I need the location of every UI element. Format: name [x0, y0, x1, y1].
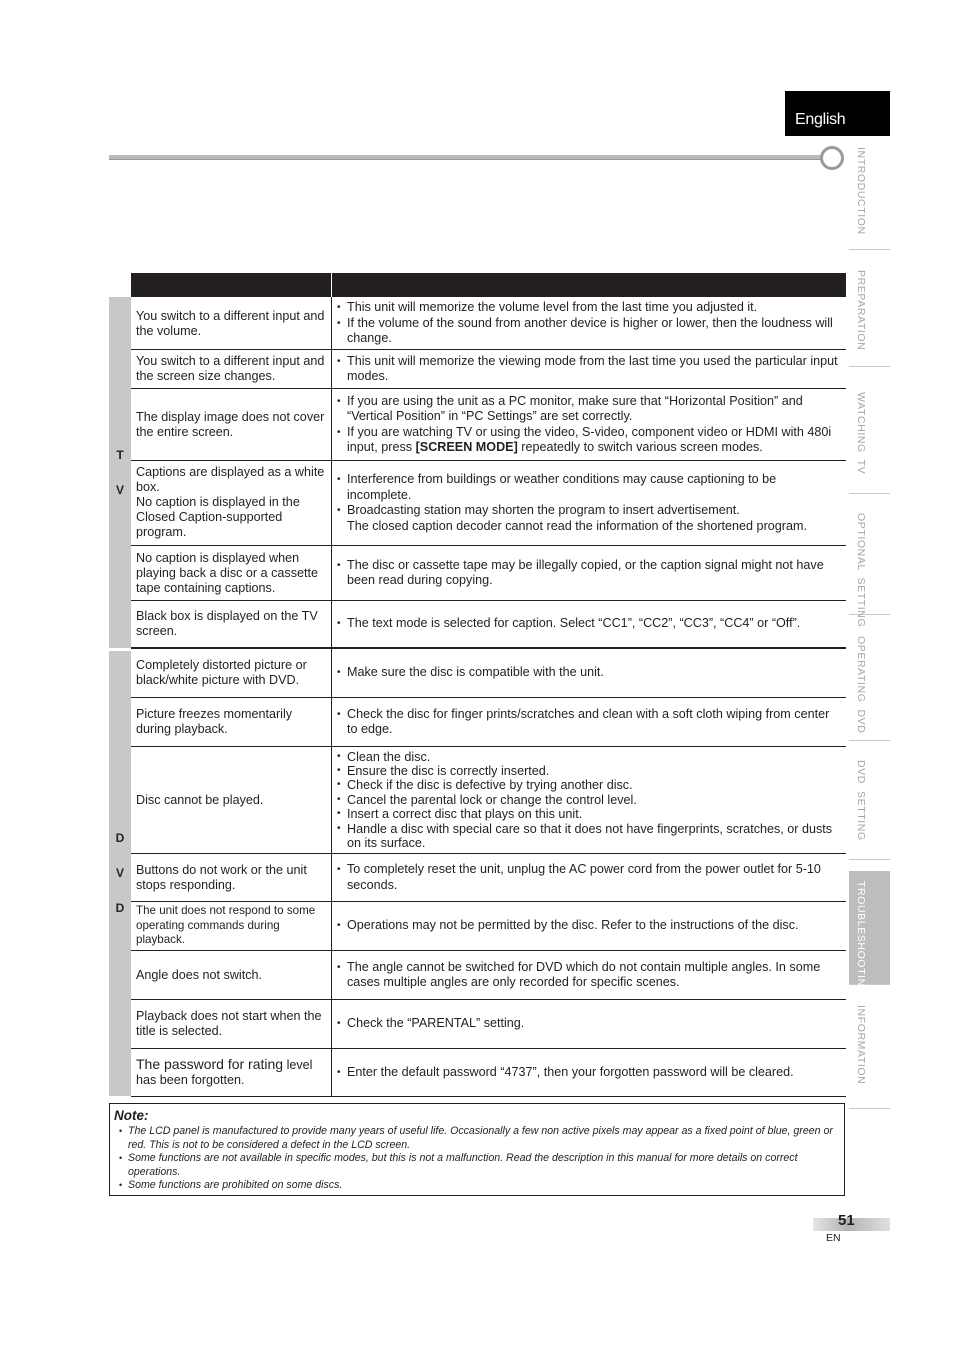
language-tab[interactable]: English [785, 91, 890, 136]
category-letter: D [115, 831, 125, 845]
table-row-remedy [336, 1049, 839, 1096]
symptom-text: The unit does not respond to some operating commands during playback. [136, 904, 316, 947]
page-locale: EN [826, 1232, 841, 1244]
table-row-symptom [136, 298, 328, 349]
side-tab-operating-dvd[interactable] [849, 626, 890, 741]
symptom-text: The display image does not cover the entire screen. [136, 409, 325, 439]
remedy-item: • Check the disc for finger prints/scratches and clean with a soft cloth wiping from center to edge. [336, 707, 839, 738]
table-row-symptom [136, 854, 328, 901]
note-title: Note: [114, 1108, 149, 1123]
table-row-remedy [336, 546, 839, 600]
column-header-remedy: Remedy [331, 273, 846, 297]
table-row-symptom [136, 951, 328, 999]
table-row-symptom [136, 389, 328, 460]
table-row-symptom [136, 601, 328, 647]
remedy-item: • Interference from buildings or weather conditions may cause captioning to be incomplete. [336, 472, 839, 503]
note-item: • The LCD panel is manufactured to provide many years of useful life. Occasionally a few non active pixels may appear as a fixed point of blue, green or red. This is not to be considered a defect in the LCD screen. [114, 1125, 844, 1152]
side-tab-watching-tv[interactable] [849, 382, 890, 494]
rule-end-ring [820, 146, 844, 170]
symptom-text: Buttons do not work or the unit stops responding. [136, 862, 307, 892]
remedy-item: • Operations may not be permitted by the disc. Refer to the instructions of the disc. [336, 918, 839, 934]
side-tab-label: OPERATING DVD [855, 636, 867, 734]
side-tab-preparation[interactable] [849, 260, 890, 367]
remedy-item: • This unit will memorize the viewing mode from the last time you used the particular input modes. [336, 354, 839, 385]
table-row-remedy [336, 461, 839, 545]
remedy-text: repeatedly to switch various screen modes. [517, 440, 763, 454]
side-tab-label: DVD SETTING [855, 760, 867, 841]
side-tab-optional-setting[interactable] [849, 503, 890, 628]
table-row-remedy [336, 649, 839, 697]
remedy-item: • Insert a correct disc that plays on this unit. [336, 807, 839, 821]
symptom-text-lead: The password for rating [136, 1056, 284, 1072]
note-box [109, 1103, 845, 1196]
symptom-text: Playback does not start when the title is selected. [136, 1009, 322, 1038]
side-tab-label: TROUBLESHOOTING [855, 881, 867, 996]
category-letter: D [115, 901, 125, 915]
note-list [114, 1125, 844, 1193]
page-number: 51 [838, 1212, 855, 1229]
side-tab-information[interactable] [849, 995, 890, 1109]
remedy-item [336, 425, 839, 456]
top-rule [109, 155, 821, 160]
side-tab-label: OPTIONAL SETTING [855, 513, 867, 628]
table-row-remedy [336, 1000, 839, 1048]
remedy-item: • To completely reset the unit, unplug the AC power cord from the power outlet for 5-10 seconds. [336, 862, 839, 893]
symptom-text [136, 1057, 328, 1088]
symptom-text: No caption is displayed in the Closed Caption-supported program. [136, 495, 300, 539]
remedy-item: • If you are using the unit as a PC monitor, make sure that “Horizontal Position” and “Vertical Position” in “PC Settings” are set correctly. [336, 394, 839, 425]
table-row-remedy [336, 747, 839, 853]
remedy-item: • Broadcasting station may shorten the program to insert advertisement. [336, 503, 839, 519]
remedy-item: • Check if the disc is defective by trying another disc. [336, 778, 839, 792]
remedy-text: If you are watching TV or using the video, S-video, component video or HDMI with 480i input, press [347, 424, 832, 454]
table-row-remedy [336, 298, 839, 349]
side-tab-troubleshooting[interactable] [849, 871, 890, 996]
symptom-text: No caption is displayed when playing back a disc or a cassette tape containing captions. [136, 550, 319, 595]
side-tab-dvd-setting[interactable] [849, 750, 890, 860]
table-row-remedy [336, 350, 839, 388]
note-item: • Some functions are not available in specific modes, but this is not a malfunction. Read the description in this manual for more details on correct operations. [114, 1152, 844, 1179]
table-row-symptom [136, 747, 328, 853]
remedy-item: • Cancel the parental lock or change the control level. [336, 793, 839, 807]
screen-mode-key: [SCREEN MODE] [415, 440, 518, 454]
remedy-item: • If the volume of the sound from another device is higher or lower, then the loudness will change. [336, 316, 839, 347]
remedy-item: • The angle cannot be switched for DVD which do not contain multiple angles. In some cases multiple angles are only recorded for specific scenes. [336, 960, 839, 991]
remedy-item: • Check the “PARENTAL” setting. [336, 1016, 839, 1032]
category-letter: T [116, 448, 124, 462]
symptom-text: Captions are displayed as a white box. [136, 465, 325, 494]
table-row-remedy [336, 698, 839, 746]
category-letter: V [115, 866, 124, 880]
table-row-symptom [136, 649, 328, 697]
symptom-text: Disc cannot be played. [136, 792, 264, 807]
side-tab-introduction[interactable] [849, 137, 890, 250]
table-row-symptom [136, 902, 328, 950]
table-row-remedy [336, 902, 839, 950]
category-bar-tv [109, 297, 131, 648]
table-row-remedy [336, 389, 839, 460]
category-letter: V [115, 483, 124, 497]
table-row-symptom [136, 1049, 328, 1096]
remedy-item: • Handle a disc with special care so that it does not have fingerprints, scratches, or dusts on its surface. [336, 822, 839, 851]
remedy-item: • Clean the disc. [336, 750, 839, 764]
side-tab-label: PREPARATION [855, 270, 867, 351]
symptom-text: You switch to a different input and the screen size changes. [136, 354, 325, 383]
table-row-symptom [136, 546, 328, 600]
table-row-symptom [136, 698, 328, 746]
symptom-text: Black box is displayed on the TV screen. [136, 609, 318, 638]
symptom-text: Completely distorted picture or black/white picture with DVD. [136, 658, 307, 687]
symptom-text-rest: level has been forgotten. [136, 1058, 313, 1087]
table-row-symptom [136, 1000, 328, 1048]
symptom-text: You switch to a different input and the volume. [136, 308, 325, 338]
side-tab-label: INFORMATION [855, 1005, 867, 1085]
symptom-text: Picture freezes momentarily during playback. [136, 707, 293, 736]
remedy-item: The closed caption decoder cannot read the information of the shortened program. [347, 518, 807, 533]
remedy-item: • Ensure the disc is correctly inserted. [336, 764, 839, 778]
note-item: • Some functions are prohibited on some discs. [114, 1179, 844, 1193]
table-bottom-rule [131, 1096, 846, 1097]
table-row-remedy [336, 854, 839, 901]
table-row-symptom [136, 461, 328, 545]
remedy-item: • Make sure the disc is compatible with the unit. [336, 665, 839, 681]
table-row-symptom [136, 350, 328, 388]
symptom-text: Angle does not switch. [136, 967, 263, 982]
remedy-item: • Enter the default password “4737”, then your forgotten password will be cleared. [336, 1065, 839, 1081]
side-nav [849, 137, 890, 1109]
column-header-symptom: Symptom [131, 273, 331, 297]
table-row-remedy [336, 601, 839, 647]
side-tab-label: INTRODUCTION [855, 147, 867, 235]
table-row-remedy [336, 951, 839, 999]
remedy-item: • The disc or cassette tape may be illegally copied, or the caption signal might not have been read during copying. [336, 558, 839, 589]
side-tab-label: WATCHING TV [855, 392, 867, 475]
remedy-item: • The text mode is selected for caption. Select “CC1”, “CC2”, “CC3”, “CC4” or “Off”. [336, 616, 839, 632]
remedy-item: • This unit will memorize the volume level from the last time you adjusted it. [336, 300, 839, 316]
